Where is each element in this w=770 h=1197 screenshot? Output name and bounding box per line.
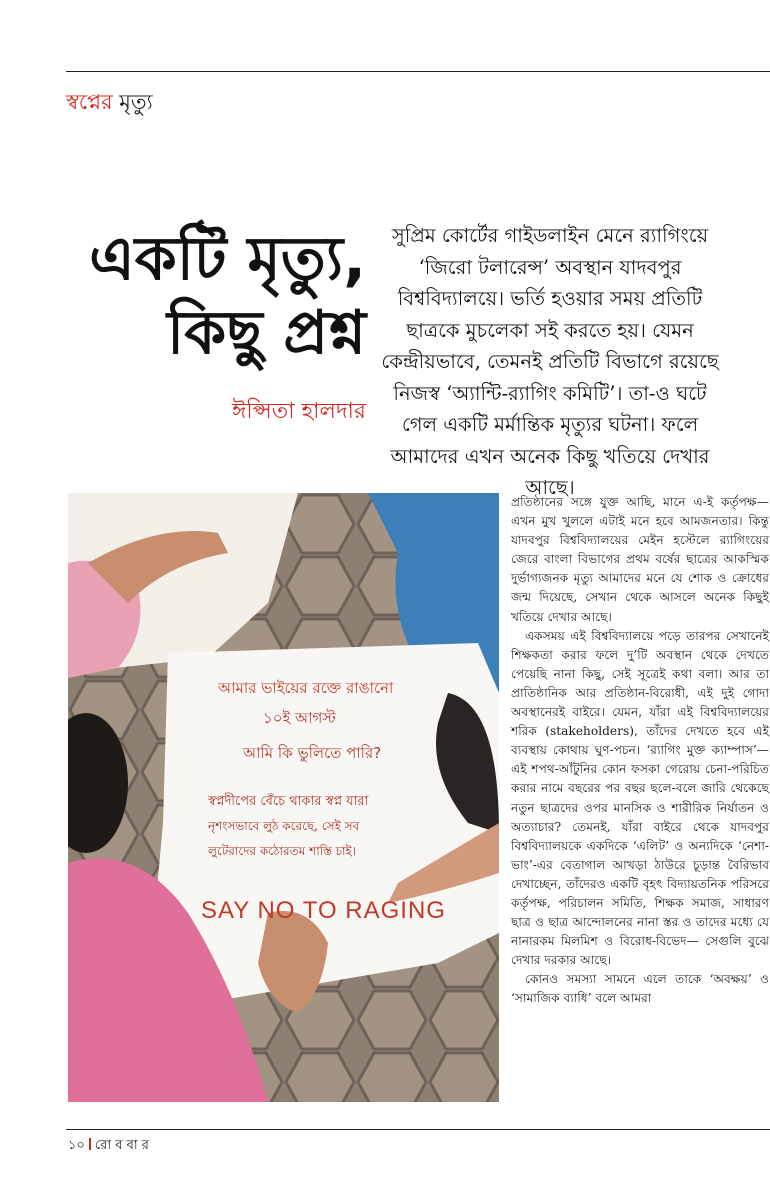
section-tag-red: স্বপ্নের: [66, 90, 113, 114]
poster-line-5: নৃশংসভাবে লুঠ করেছে, সেই সব: [208, 819, 360, 833]
body-text: [511, 493, 769, 1009]
poster-slogan: SAY NO TO RAGING: [201, 897, 446, 924]
section-tag: [66, 86, 153, 121]
poster-line-2: ১০ই আগস্ট: [263, 709, 336, 727]
top-rule: [66, 71, 770, 72]
headline-line-1: একটি মৃত্যু,: [89, 224, 366, 294]
poster-line-1: আমার ভাইয়ের রক্তে রাঙানো: [218, 679, 394, 697]
body-paragraph-2: একসময় এই বিশ্ববিদ্যালয়ে পড়ে তারপর সেখানেই শিক্ষকতা করার ফলে দু’টি অবস্থান থেকে দেখতে পেয়েছি নানা কিছু, সেই সূত্রেই কথা বলা। আর তা প্রাতিষ্ঠানিক আর প্রতিষ্ঠান-বিরোধী, এই দুই গোদা অবস্থানেরই বাইরে। যেমন, যাঁরা এই বিশ্ববিদ্যালয়ের শরিক (stakeholders), তাঁদের দেখতে হবে এই ব্যবস্থায় কোথায় ঘুণ-পচন। ‘র‍্যাগিং মুক্ত ক্যাম্পাস’— এই শপথ-আঁটুনির কোন ফসকা গেরোয় চেনা-পরিচিত করার নামে বছরের পর বছর ছলে-বলে জারি থেকেছে নতুন ছাত্রদের ওপর মানসিক ও শারীরিক নির্যাতন ও অত্যাচার? তেমনই, যাঁরা বাইরে থেকে যাদবপুর বিশ্ববিদ্যালয়কে একদিকে ‘এলিট’ ও অন্যদিকে ‘নেশা-ভাং’-এর বেতাগাল আখড়া ঠাউরে চূড়ান্ত বৈরিভাব দেখাচ্ছেন, তাঁদেরও একটি বৃহৎ বিদ্যায়তনিক পরিসরে কর্তৃপক্ষ, পরিচালন সমিতি, শিক্ষক সমাজ, সাধারণ ছাত্র ও ছাত্র আন্দোলনের নানা স্তর ও তাদের মধ্যে যে নানারকম মিলমিশ ও বিরোধ-বিভেদ— সেগুলি বুঝে দেখার দরকার আছে।: [511, 628, 769, 968]
headline: [89, 222, 366, 370]
standfirst: সুপ্রিম কোর্টের গাইডলাইন মেনে র‍্যাগিংয়ে ‘জিরো টলারেন্স’ অবস্থান যাদবপুর বিশ্ববিদ্যালয়ে। ভর্তি হওয়ার সময় প্রতিটি ছাত্রকে মুচলেকা সই করতে হয়। যেমন কেন্দ্রীয়ভাবে, তেমনই প্রতিটি বিভাগে রয়েছে নিজস্ব ‘অ্যান্টি-র‍্যাগিং কমিটি’। তা-ও ঘটে গেল একটি মর্মান্তিক মৃত্যুর ঘটনা। ফলে আমাদের এখন অনেক কিছু খতিয়ে দেখার আছে।: [381, 224, 719, 499]
folio-divider: [89, 1138, 91, 1150]
page-number: ১০: [68, 1138, 85, 1153]
section-tag-dark: মৃত্যু: [112, 90, 153, 114]
protest-photo: [68, 493, 499, 1102]
poster-line-3: আমি কি ভুলিতে পারি?: [243, 744, 382, 762]
poster-line-6: লুটেরাদের কঠোরতম শাস্তি চাই।: [208, 844, 357, 858]
body-paragraph-3: কোনও সমস্যা সামনে এলে তাকে ‘অবক্ষয়’ ও ‘সামাজিক ব্যাধি’ বলে আমরা: [511, 972, 769, 1006]
poster-line-4: স্বপ্নদীপের বেঁচে থাকার স্বপ্ন যারা: [208, 794, 369, 809]
magazine-name: রো ব বা র: [94, 1138, 149, 1153]
folio: [68, 1136, 149, 1157]
byline: ঈপ্সিতা হালদার: [232, 399, 366, 424]
body-paragraph-1: প্রতিষ্ঠানের সঙ্গে যুক্ত আছি, মানে এ-ই কর্তৃপক্ষ— এখন মুখ খুললে এটাই মনে হবে আমজনতার। কিন্তু যাদবপুর বিশ্ববিদ্যালয়ের মেইন হস্টেলে র‍্যাগিংয়ের জেরে বাংলা বিভাগের প্রথম বর্ষের ছাত্রের আকস্মিক দুর্ভাগ্যজনক মৃত্যু আমাদের মনে যে শোক ও ক্রোধের জন্ম দিয়েছে, সেখান থেকে আসলে অনেক কিছুই খতিয়ে দেখার আছে।: [511, 495, 769, 624]
bottom-rule: [66, 1129, 770, 1130]
headline-line-2: কিছু প্রশ্ন: [167, 298, 366, 368]
